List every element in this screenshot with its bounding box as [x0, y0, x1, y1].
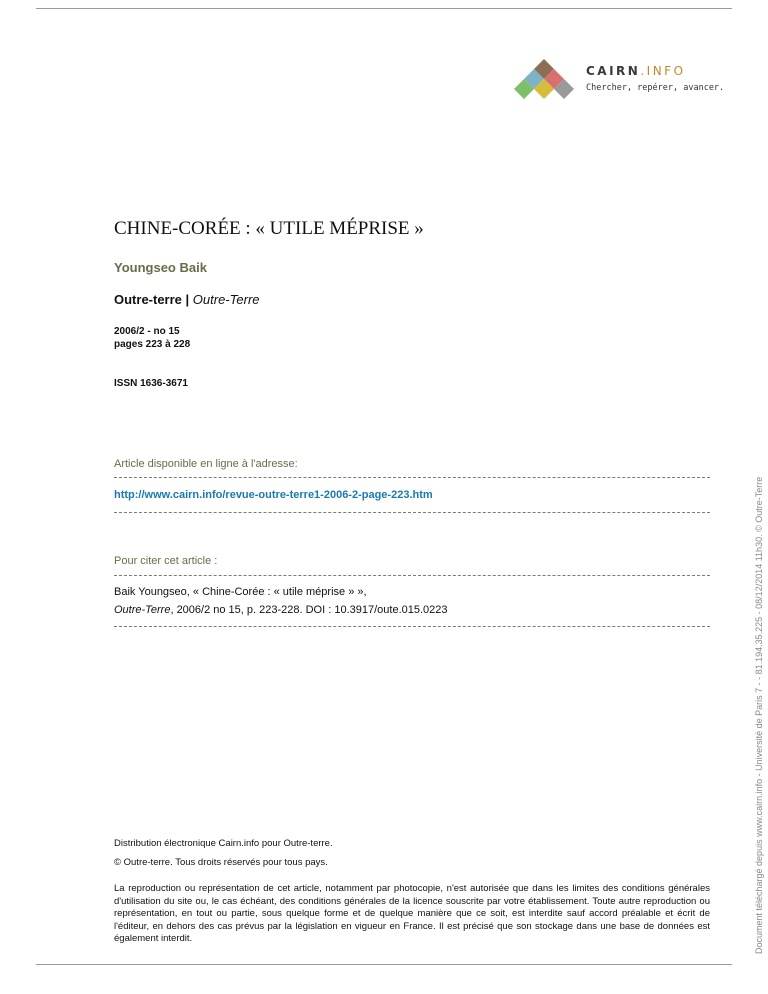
page-range: pages 223 à 228	[114, 339, 191, 350]
download-watermark: Document téléchargé depuis www.cairn.info - Université de Paris 7 - - 81.194.35.225 - 08/12/2014 11h30. © Outre-Terre	[754, 476, 764, 954]
cairn-logo[interactable]	[512, 58, 725, 102]
article-url-link[interactable]: http://www.cairn.info/revue-outre-terre1-2006-2-page-223.htm	[114, 489, 433, 501]
top-rule	[36, 8, 732, 9]
dashed-divider	[114, 477, 710, 478]
citation-line-2: Outre-Terre, 2006/2 no 15, p. 223-228. DOI : 10.3917/oute.015.0223	[114, 604, 448, 616]
cite-label: Pour citer cet article :	[114, 555, 218, 567]
dashed-divider	[114, 626, 710, 627]
distribution-note: Distribution électronique Cairn.info pour Outre-terre.	[114, 838, 333, 849]
journal-line: Outre-terre | Outre-Terre	[114, 292, 260, 307]
dashed-divider	[114, 575, 710, 576]
legal-notice: La reproduction ou représentation de cet article, notamment par photocopie, n'est autorisée que dans les limites des conditions générales d'utilisation du site ou, le cas échéant, des conditions générales de la licence souscrite par votre établissement. Toute autre reproduction ou représentation, en tout ou partie, sous quelque forme et de quelque manière que ce soit, est interdite sauf accord préalable et écrit de l'éditeur, en dehors des cas prévus par la législation en vigueur en France. Il est précisé que son stockage dans une base de données est également interdit.	[114, 883, 710, 944]
publisher-name: Outre-terre	[114, 292, 182, 307]
cairn-diamonds-icon	[512, 58, 584, 102]
citation-line-1: Baik Youngseo, « Chine-Corée : « utile méprise » »,	[114, 586, 367, 598]
online-label: Article disponible en ligne à l'adresse:	[114, 458, 298, 470]
revue-name: Outre-Terre	[192, 292, 260, 307]
dashed-divider	[114, 512, 710, 513]
cairn-wordmark: CAIRN.INFO	[586, 64, 686, 78]
issn: ISSN 1636-3671	[114, 378, 188, 389]
bottom-rule	[36, 964, 732, 965]
issue-number: 2006/2 - no 15	[114, 326, 180, 337]
copyright-note: © Outre-terre. Tous droits réservés pour tous pays.	[114, 857, 328, 868]
article-author: Youngseo Baik	[114, 260, 207, 275]
issue-info	[114, 325, 190, 351]
article-title: CHINE-CORÉE : « UTILE MÉPRISE »	[114, 218, 424, 239]
cairn-tagline: Chercher, repérer, avancer.	[586, 83, 725, 93]
